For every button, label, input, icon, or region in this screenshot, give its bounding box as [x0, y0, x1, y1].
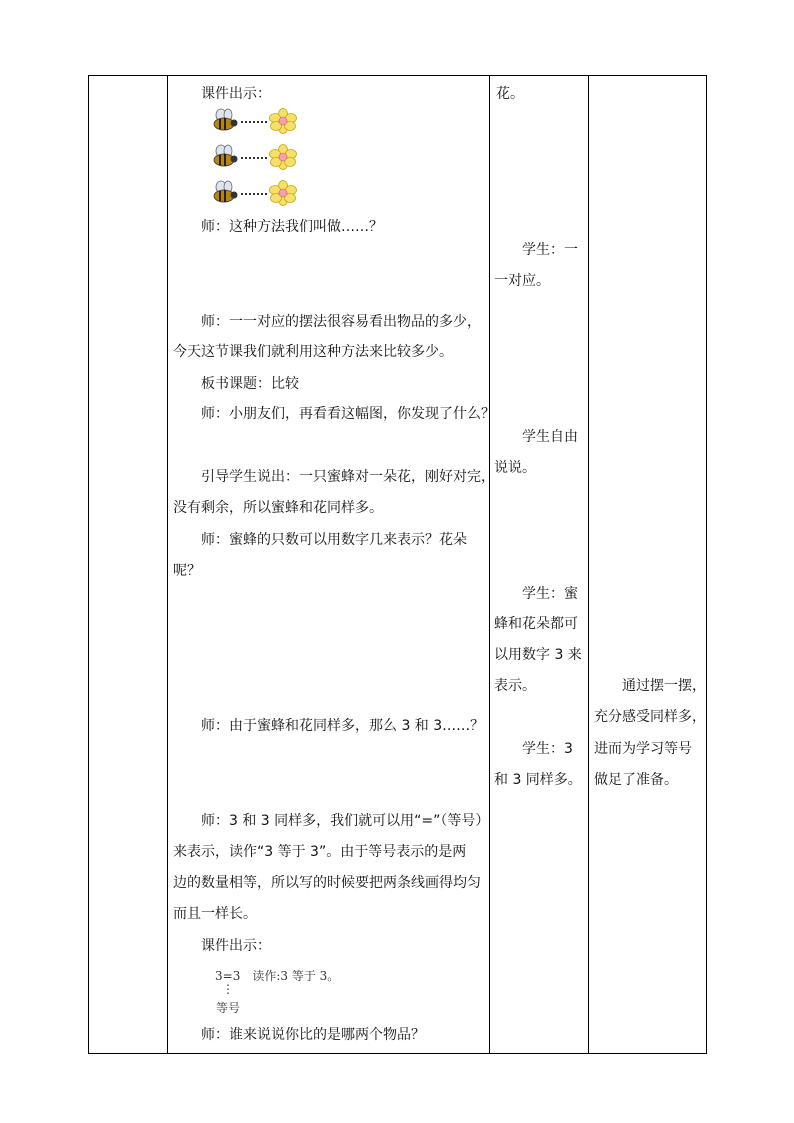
student-response: 表示。 [494, 678, 536, 694]
equation-pointer: ⋮ [222, 982, 234, 996]
student-response: 花。 [496, 86, 524, 102]
bee-icon [210, 108, 240, 134]
student-response: 一对应。 [494, 273, 550, 289]
flower-icon [268, 144, 298, 170]
teacher-question: 师：小朋友们，再看看这幅图，你发现了什么？ [201, 406, 495, 422]
teacher-explanation: 边的数量相等，所以写的时候要把两条线画得均匀 [173, 875, 481, 891]
equation-text: 3=3 读作:3 等于 3。 [215, 969, 340, 983]
teacher-explanation: 来表示，读作“3 等于 3”。由于等号表示的是两 [173, 844, 467, 860]
student-response: 学生：3 [522, 741, 573, 757]
dotted-connector [241, 157, 267, 159]
student-response: 学生：蜜 [522, 586, 578, 602]
bee-icon [210, 144, 240, 170]
student-response: 蜂和花朵都可 [494, 616, 578, 632]
student-response: 学生自由 [522, 429, 578, 445]
design-intent: 进而为学习等号 [594, 741, 692, 757]
teacher-question: 师：谁来说说你比的是哪两个物品？ [201, 1027, 425, 1043]
design-intent: 充分感受同样多， [594, 709, 706, 725]
column-divider [167, 76, 168, 1053]
bee-icon [210, 180, 240, 206]
design-intent: 通过摆一摆， [622, 678, 706, 694]
teacher-explanation: 师：一一对应的摆法很容易看出物品的多少， [201, 314, 481, 330]
column-divider [489, 76, 490, 1053]
courseware-label: 课件出示： [201, 86, 271, 102]
student-response: 学生：一 [522, 242, 578, 258]
teacher-explanation: 而且一样长。 [173, 906, 257, 922]
guidance-text: 引导学生说出：一只蜜蜂对一朵花，刚好对完， [201, 469, 495, 485]
equal-sign-label: 等号 [216, 1001, 241, 1015]
student-response: 和 3 同样多。 [494, 772, 582, 788]
teacher-explanation: 师：3 和 3 同样多，我们就可以用“=”（等号） [201, 813, 490, 829]
flower-icon [268, 180, 298, 206]
teacher-question: 呢？ [173, 563, 201, 579]
lesson-title-label: 板书课题：比较 [201, 376, 299, 392]
guidance-text: 没有剩余，所以蜜蜂和花同样多。 [173, 500, 383, 516]
student-response: 以用数字 3 来 [494, 647, 582, 663]
courseware-label: 课件出示： [201, 938, 271, 954]
teacher-question: 师：蜜蜂的只数可以用数字几来表示？花朵 [201, 532, 467, 548]
design-intent: 做足了准备。 [594, 772, 678, 788]
dotted-connector [241, 121, 267, 123]
teacher-explanation: 今天这节课我们就利用这种方法来比较多少。 [173, 344, 453, 360]
teacher-question: 师：这种方法我们叫做……？ [201, 219, 383, 235]
teacher-question: 师：由于蜜蜂和花同样多，那么 3 和 3……？ [201, 718, 485, 734]
dotted-connector [241, 193, 267, 195]
flower-icon [268, 108, 298, 134]
column-divider [588, 76, 589, 1053]
student-response: 说说。 [494, 460, 536, 476]
